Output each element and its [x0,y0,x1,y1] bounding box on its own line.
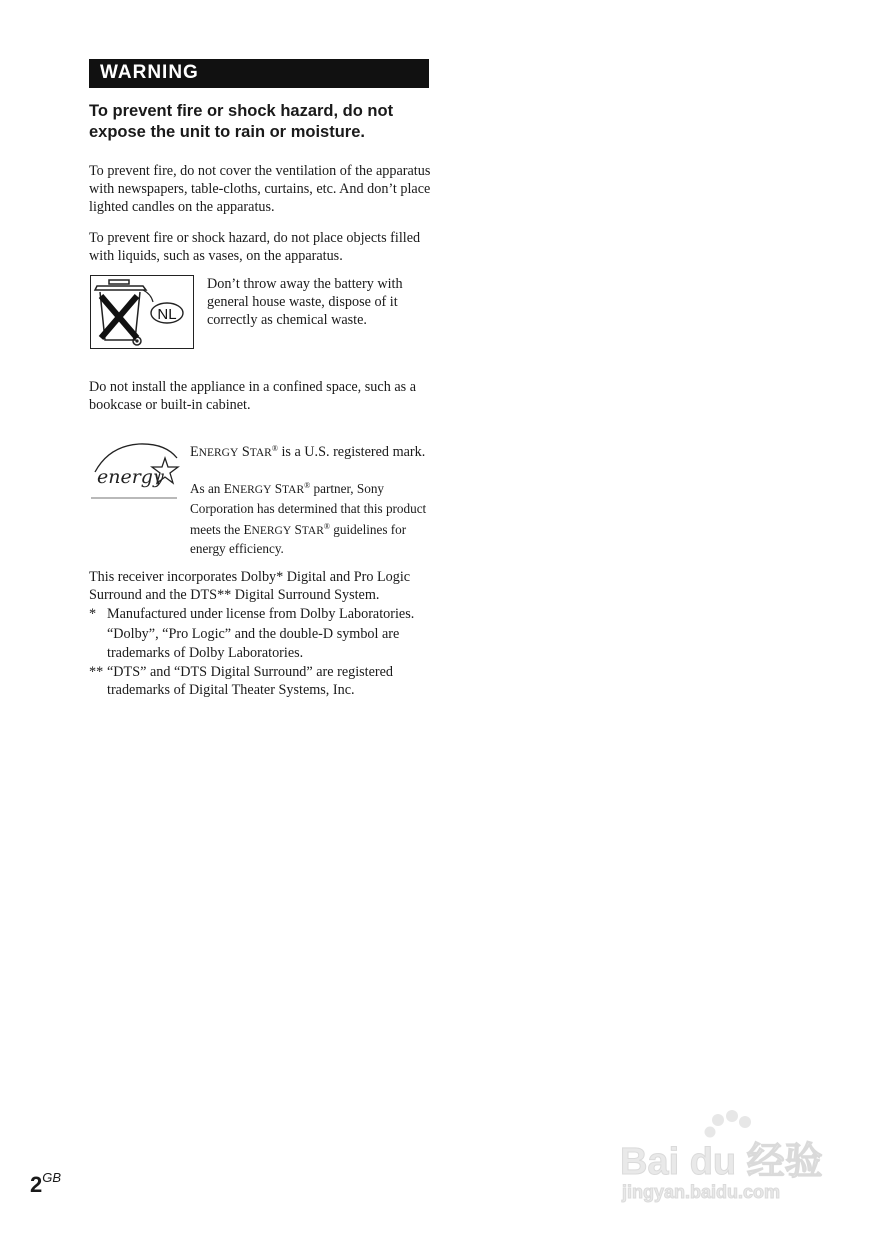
brand-smallcaps: TAR [249,447,272,459]
brand-initial: S [241,444,250,460]
footnote-dts [89,663,434,700]
dolby-section [89,568,434,700]
watermark-brand: Bai du 经验 [620,1141,823,1183]
energy-logo-text: energy [97,466,164,488]
brand-smallcaps: NERGY [231,484,272,496]
page-number-value: 2 [30,1172,43,1197]
energy-line2-post: partner, Sony Corporation has determined that this product meets the [190,481,427,537]
footnote-dolby-license: Manufactured under license from Dolby Laboratories. [107,605,415,622]
brand-initial: E [190,444,199,460]
brand-initial: S [294,521,302,537]
paw-icon [705,1110,752,1138]
warning-title: WARNING [100,62,199,83]
liquids-paragraph: To prevent fire or shock hazard, do not place objects filled with liquids, such as vases, on the apparatus. [89,230,421,264]
energy-star-paragraph-1 [190,440,432,462]
brand-smallcaps: NERGY [198,447,239,459]
energy-star-logo [89,440,181,502]
battery-paragraph: Don’t throw away the battery with general house waste, dispose of it correctly as chemical waste. [207,276,403,328]
footnote-dts-text: “DTS” and “DTS Digital Surround” are registered trademarks of Digital Theater Systems, Inc. [107,664,394,699]
battery-disposal-icon [90,275,194,349]
brand-smallcaps: NERGY [251,524,292,537]
energy-line2-end: guidelines for energy efficiency. [190,521,407,557]
energy-star-paragraph-2 [190,477,432,558]
warning-banner [89,59,429,88]
registered-mark: ® [271,444,278,453]
baidu-watermark [618,1108,828,1206]
footnote-dolby-trademark: “Dolby”, “Pro Logic” and the double-D symbol are trademarks of Dolby Laboratories. [107,626,400,661]
brand-initial: E [243,521,252,537]
energy-line2-pre: As an [190,481,224,496]
watermark-url: jingyan.baidu.com [622,1182,781,1202]
warning-headline: To prevent fire or shock hazard, do not expose the unit to rain or moisture. [89,102,394,141]
installation-paragraph: Do not install the appliance in a confined space, such as a bookcase or built-in cabinet. [89,379,416,413]
crossed-bin-icon [91,276,193,348]
brand-smallcaps: TAR [301,524,324,537]
nl-label: NL [157,306,177,323]
brand-initial: E [223,481,232,496]
page-suffix: GB [42,1170,62,1185]
footnote-mark: * [89,605,97,622]
ventilation-paragraph: To prevent fire, do not cover the ventilation of the apparatus with newspapers, table-cloths, curtains, etc. And don’t place lighted candles on the apparatus. [89,163,431,215]
page-number [30,1170,61,1198]
footnote-mark: ** [89,664,104,681]
registered-mark: ® [323,521,330,531]
dolby-intro: This receiver incorporates Dolby* Digital and Pro Logic Surround and the DTS** Digital Surround System. [89,569,411,604]
brand-initial: S [274,481,283,496]
energy-line1-text: is a U.S. registered mark. [277,444,426,460]
brand-smallcaps: TAR [282,484,305,496]
registered-mark: ® [304,481,311,490]
footnote-dolby [89,605,434,662]
